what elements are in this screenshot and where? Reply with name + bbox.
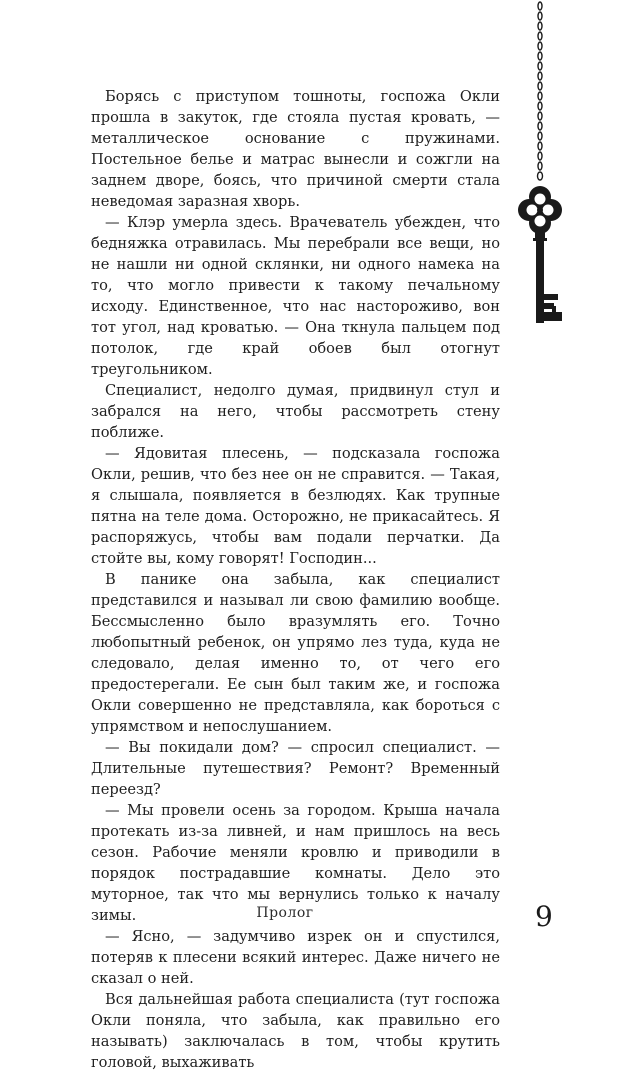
paragraph: Вся дальнейшая работа специалиста (тут госпожа Окли поняла, что забыла, как правильно его называть) заключалась в том, чтобы крутить головой, выхаживать — [91, 991, 500, 1071]
paragraph: — Ядовитая плесень, — подсказала госпожа Окли, решив, что без нее он не справится. — Такая, я слышала, появляется в безлюдях. Как трупные пятна на теле дома. Осторожно, не прикасайтесь. Я распоряжусь, чтобы вам подали перчатки. Да стойте вы, кому говорят! Господин... — [91, 445, 500, 567]
hanging-key-icon — [505, 0, 575, 330]
paragraph: Борясь с приступом тошноты, госпожа Окли прошла в закуток, где стояла пустая кровать, — металлическое основание с пружинами. Постельное белье и матрас вынесли и сожгли на заднем дворе, боясь, что причиной смерти стала неведомая заразная хворь. — [91, 88, 500, 210]
paragraph: — Клэр умерла здесь. Врачеватель убежден, что бедняжка отравилась. Мы перебрали все вещи, но не нашли ни одной склянки, ни одного намека на то, что могло привести к такому печальному исходу. Единственное, что нас настороживо, вон тот угол, над кроватью. — Она ткнула пальцем под потолок, где край обоев был отогнут треугольником. — [91, 214, 500, 378]
paragraph: — Вы покидали дом? — спросил специалист. — Длительные путешествия? Ремонт? Временный переезд? — [91, 739, 500, 798]
running-footer-title: Пролог — [256, 905, 314, 921]
body-text — [91, 86, 500, 1073]
page-number: 9 — [535, 900, 553, 933]
paragraph: — Ясно, — задумчиво изрек он и спустился, потеряв к плесени всякий интерес. Даже ничего не сказал о ней. — [91, 928, 500, 987]
paragraph: — Мы провели осень за городом. Крыша начала протекать из-за ливней, и нам пришлось на весь сезон. Рабочие меняли кровлю и приводили в порядок пострадавшие комнаты. Дело это муторное, так что мы вернулись только к началу зимы. — [91, 802, 500, 924]
paragraph: В панике она забыла, как специалист представился и называл ли свою фамилию вообще. Бессмысленно было вразумлять его. Точно любопытный ребенок, он упрямо лез туда, куда не следовало, делая именно то, от чего его предостерегали. Ее сын был таким же, и госпожа Окли совершенно не представляла, как бороться с упрямством и непослушанием. — [91, 571, 500, 735]
paragraph: Специалист, недолго думая, придвинул стул и забрался на него, чтобы рассмотреть стену поближе. — [91, 382, 500, 441]
